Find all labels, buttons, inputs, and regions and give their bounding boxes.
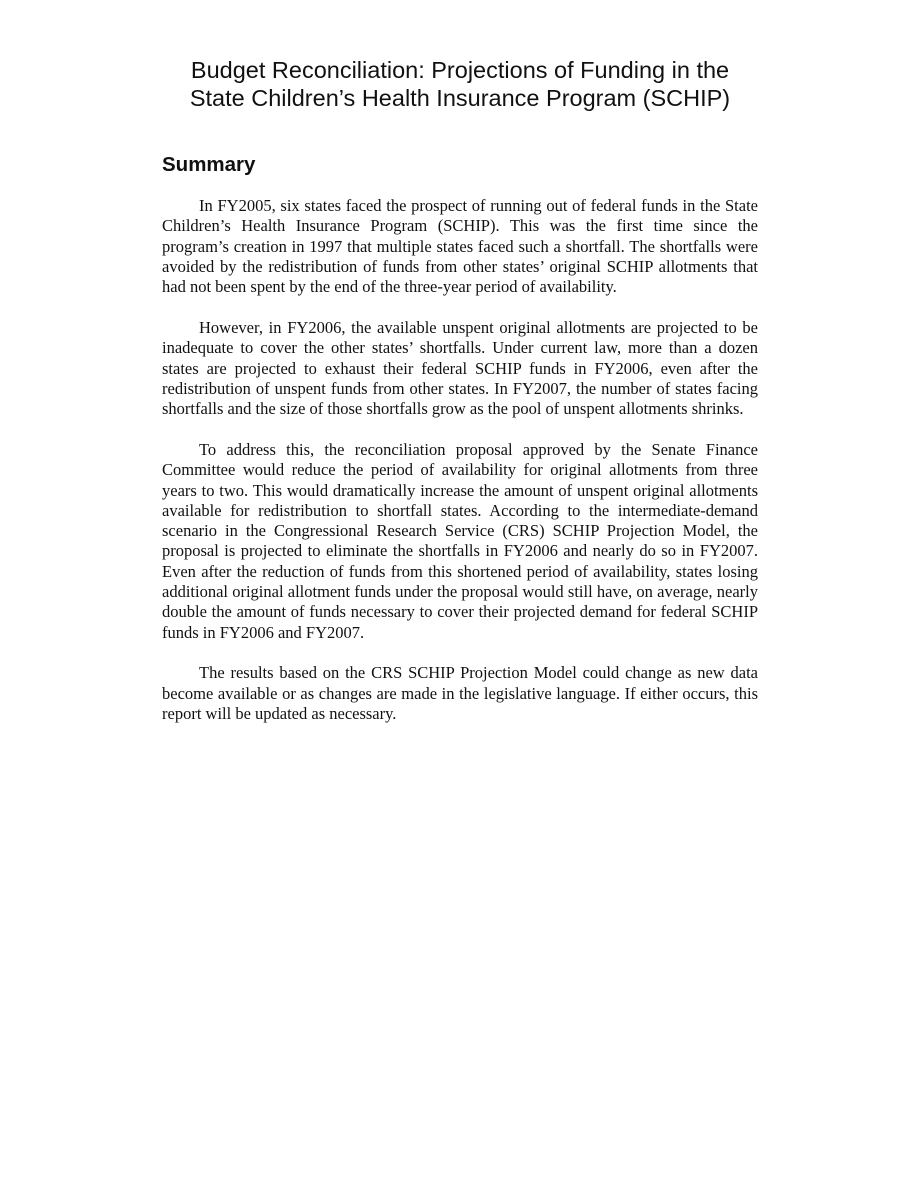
document-title-line-1: Budget Reconciliation: Projections of Funding in the [190,57,730,83]
summary-body [162,196,758,724]
document-page [162,56,758,745]
summary-paragraph-1: In FY2005, six states faced the prospect of running out of federal funds in the State Children’s Health Insurance Program (SCHIP). This was the first time since the program’s creation in 1997 that multiple states faced such a shortfall. The shortfalls were avoided by the redistribution of funds from other states’ original SCHIP allotments that had not been spent by the end of the three-year period of availability. [162,196,758,297]
document-title-line-2: State Children’s Health Insurance Program (SCHIP) [189,85,731,111]
document-title [162,56,758,112]
summary-paragraph-2: However, in FY2006, the available unspent original allotments are projected to be inadequate to cover the other states’ shortfalls. Under current law, more than a dozen states are projected to exhaust their federal SCHIP funds in FY2006, even after the redistribution of unspent funds from other states. In FY2007, the number of states facing shortfalls and the size of those shortfalls grow as the pool of unspent allotments shrinks. [162,317,758,419]
summary-paragraph-3: To address this, the reconciliation proposal approved by the Senate Finance Committee would reduce the period of availability for original allotments from three years to two. This would dramatically increase the amount of unspent original allotments available for redistribution to shortfall states. According to the intermediate-demand scenario in the Congressional Research Service (CRS) SCHIP Projection Model, the proposal is projected to eliminate the shortfalls in FY2006 and nearly do so in FY2007. Even after the reduction of funds from this shortened period of availability, states losing additional original allotment funds under the proposal would still have, on average, nearly double the amount of funds necessary to cover their projected demand for federal SCHIP funds in FY2006 and FY2007. [162,439,758,642]
summary-heading: Summary [162,153,256,176]
summary-paragraph-4: The results based on the CRS SCHIP Projection Model could change as new data become available or as changes are made in the legislative language. If either occurs, this report will be updated as necessary. [162,663,758,724]
